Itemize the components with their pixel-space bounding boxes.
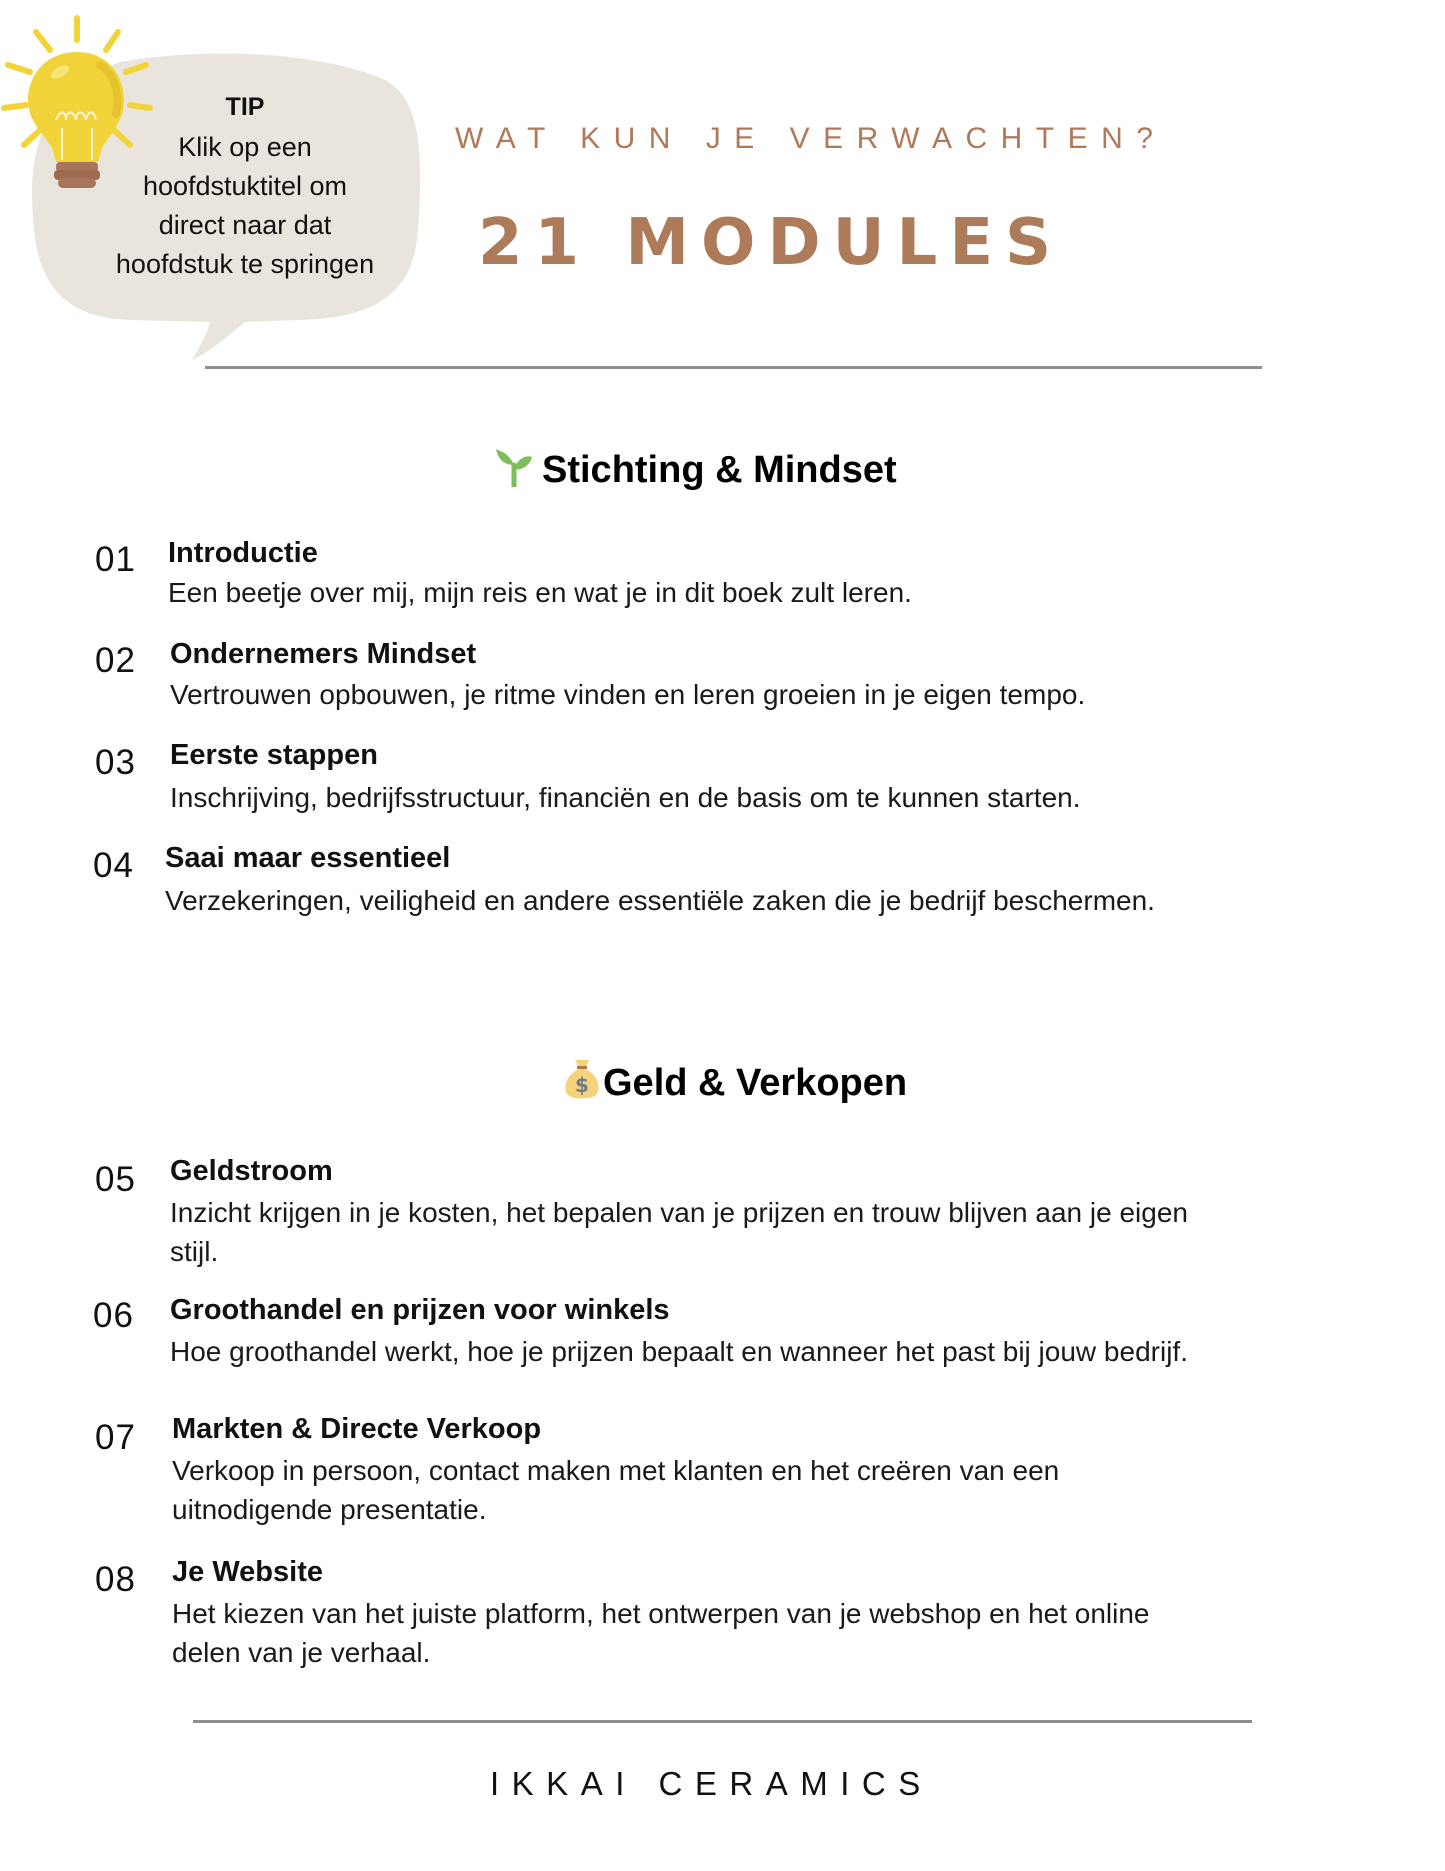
tip-line: Klik op een <box>178 132 312 162</box>
description-line: stijl. <box>170 1236 219 1267</box>
module-number: 05 <box>95 1160 136 1199</box>
module-title[interactable]: Ondernemers Mindset <box>170 638 477 670</box>
tip-line: hoofdstuktitel om <box>142 171 348 201</box>
section-title: Geld & Verkopen <box>603 1061 908 1104</box>
section-heading-geld-verkopen[interactable] <box>563 1056 907 1110</box>
tip-callout <box>0 0 430 365</box>
module-title[interactable]: Saai maar essentieel <box>165 842 451 874</box>
module-description <box>172 1451 1362 1529</box>
module-description: Inschrijving, bedrijfsstructuur, financiën en de basis om te kunnen starten. <box>170 782 1081 813</box>
module-title[interactable]: Introductie <box>168 537 318 569</box>
module-title[interactable]: Eerste stappen <box>170 739 378 771</box>
section-title: Stichting & Mindset <box>542 448 897 491</box>
page-title: 21 MODULES <box>478 206 1064 280</box>
module-description: Verzekeringen, veiligheid en andere essentiële zaken die je bedrijf beschermen. <box>165 885 1155 916</box>
module-number: 03 <box>95 743 136 782</box>
module-title[interactable]: Geldstroom <box>170 1155 333 1187</box>
bottom-divider <box>193 1720 1252 1723</box>
tip-line: hoofdstuk te springen <box>115 249 375 279</box>
module-description <box>172 1594 1362 1672</box>
description-line: Inzicht krijgen in je kosten, het bepalen van je prijzen en trouw blijven aan je eigen <box>170 1197 1188 1228</box>
eyebrow-heading: WAT KUN JE VERWACHTEN? <box>455 122 1167 155</box>
module-title[interactable]: Markten & Directe Verkoop <box>172 1413 542 1445</box>
svg-text:$: $ <box>575 1073 589 1097</box>
tip-line: direct naar dat <box>158 210 332 240</box>
section-heading-stichting-mindset[interactable] <box>494 443 897 497</box>
module-number: 07 <box>95 1418 136 1457</box>
description-line: uitnodigende presentatie. <box>172 1494 487 1525</box>
module-number: 02 <box>95 641 136 680</box>
module-title[interactable]: Je Website <box>172 1556 323 1588</box>
tip-text <box>95 92 395 284</box>
description-line: Verkoop in persoon, contact maken met klanten en het creëren van een <box>172 1455 1060 1486</box>
module-title[interactable]: Groothandel en prijzen voor winkels <box>170 1294 670 1326</box>
module-number: 08 <box>95 1560 136 1599</box>
top-divider <box>205 366 1262 369</box>
description-line: delen van je verhaal. <box>172 1637 431 1668</box>
module-description: Hoe groothandel werkt, hoe je prijzen bepaalt en wanneer het past bij jouw bedrijf. <box>170 1336 1188 1367</box>
footer-brand: IKKAI CERAMICS <box>490 1765 933 1802</box>
money-bag-icon <box>563 1056 601 1110</box>
module-description: Vertrouwen opbouwen, je ritme vinden en leren groeien in je eigen tempo. <box>170 679 1086 710</box>
module-number: 04 <box>93 846 134 885</box>
seedling-icon <box>494 443 534 497</box>
description-line: Het kiezen van het juiste platform, het ontwerpen van je webshop en het online <box>172 1598 1150 1629</box>
module-number: 06 <box>93 1296 134 1335</box>
module-description <box>170 1193 1360 1271</box>
module-number: 01 <box>95 540 136 579</box>
module-description: Een beetje over mij, mijn reis en wat je in dit boek zult leren. <box>168 577 912 608</box>
tip-label: TIP <box>225 93 265 121</box>
